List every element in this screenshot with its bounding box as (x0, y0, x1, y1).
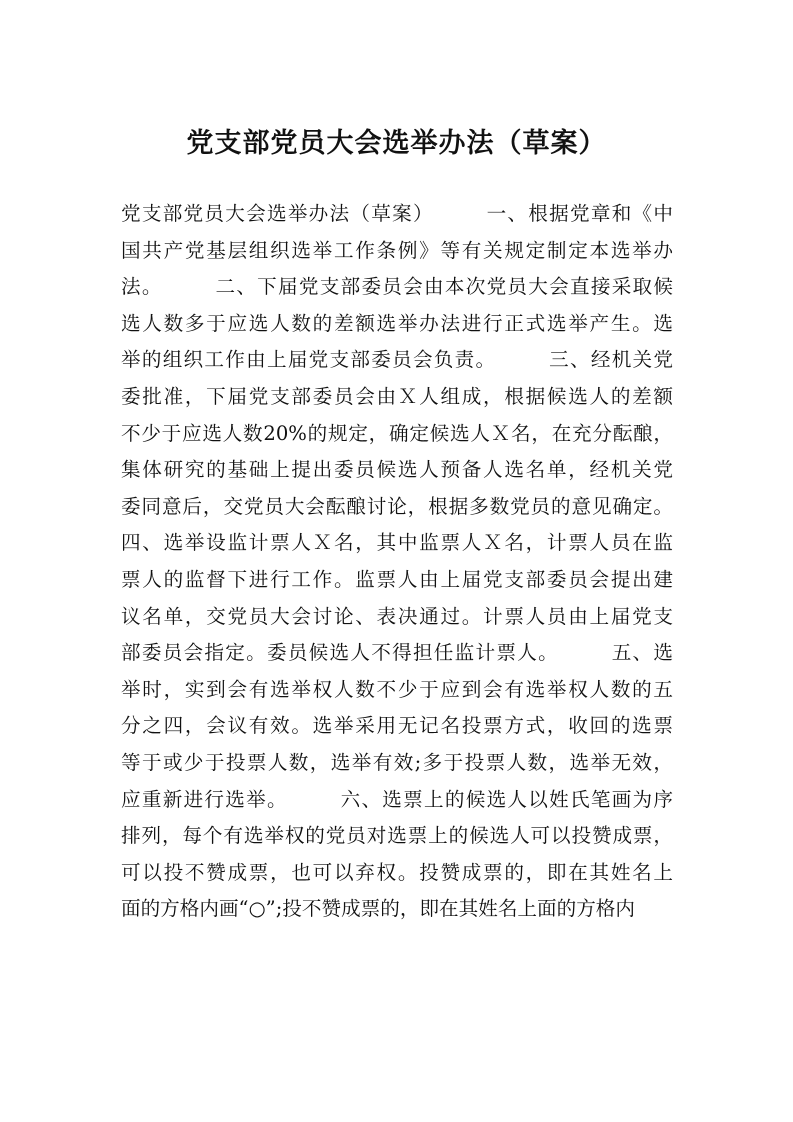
body-line: 议名单，交党员大会讨论、表决通过。计票人员由上届党支 (121, 604, 673, 628)
body-line: 可以投不赞成票，也可以弃权。投赞成票的，即在其姓名上 (121, 860, 673, 884)
body-line: 集体研究的基础上提出委员候选人预备人选名单，经机关党 (121, 458, 673, 482)
body-line: 委同意后，交党员大会酝酿讨论，根据多数党员的意见确定。 (121, 494, 673, 518)
body-line: 分之四，会议有效。选举采用无记名投票方式，收回的选票 (121, 714, 673, 738)
body-line: 党支部党员大会选举办法（草案） 一、根据党章和《中 (121, 202, 673, 225)
document-title: 党支部党员大会选举办法（草案） (186, 128, 607, 159)
body-line: 排列，每个有选举权的党员对选票上的候选人可以投赞成票， (121, 824, 673, 848)
body-line: 部委员会指定。委员候选人不得担任监计票人。 五、选 (121, 641, 673, 665)
body-line: 不少于应选人数20%的规定，确定候选人Ｘ名，在充分酝酿， (121, 421, 673, 445)
body-line: 举的组织工作由上届党支部委员会负责。 三、经机关党 (121, 348, 673, 372)
body-line: 面的方格内画“○”;投不赞成票的，即在其姓名上面的方格内 (121, 897, 635, 921)
body-line: 选人数多于应选人数的差额选举办法进行正式选举产生。选 (121, 311, 673, 335)
body-line: 应重新进行选举。 六、选票上的候选人以姓氏笔画为序 (121, 787, 673, 811)
body-line: 法。 二、下届党支部委员会由本次党员大会直接采取候 (121, 275, 673, 299)
body-line: 国共产党基层组织选举工作条例》等有关规定制定本选举办 (121, 238, 673, 262)
body-line: 举时，实到会有选举权人数不少于应到会有选举权人数的五 (121, 677, 673, 701)
document-body (121, 196, 673, 928)
body-line: 四、选举设监计票人Ｘ名，其中监票人Ｘ名，计票人员在监 (121, 531, 673, 555)
body-line: 票人的监督下进行工作。监票人由上届党支部委员会提出建 (121, 567, 673, 591)
body-line: 等于或少于投票人数，选举有效;多于投票人数，选举无效， (121, 750, 673, 774)
body-line: 委批准，下届党支部委员会由Ｘ人组成，根据候选人的差额 (121, 384, 673, 408)
